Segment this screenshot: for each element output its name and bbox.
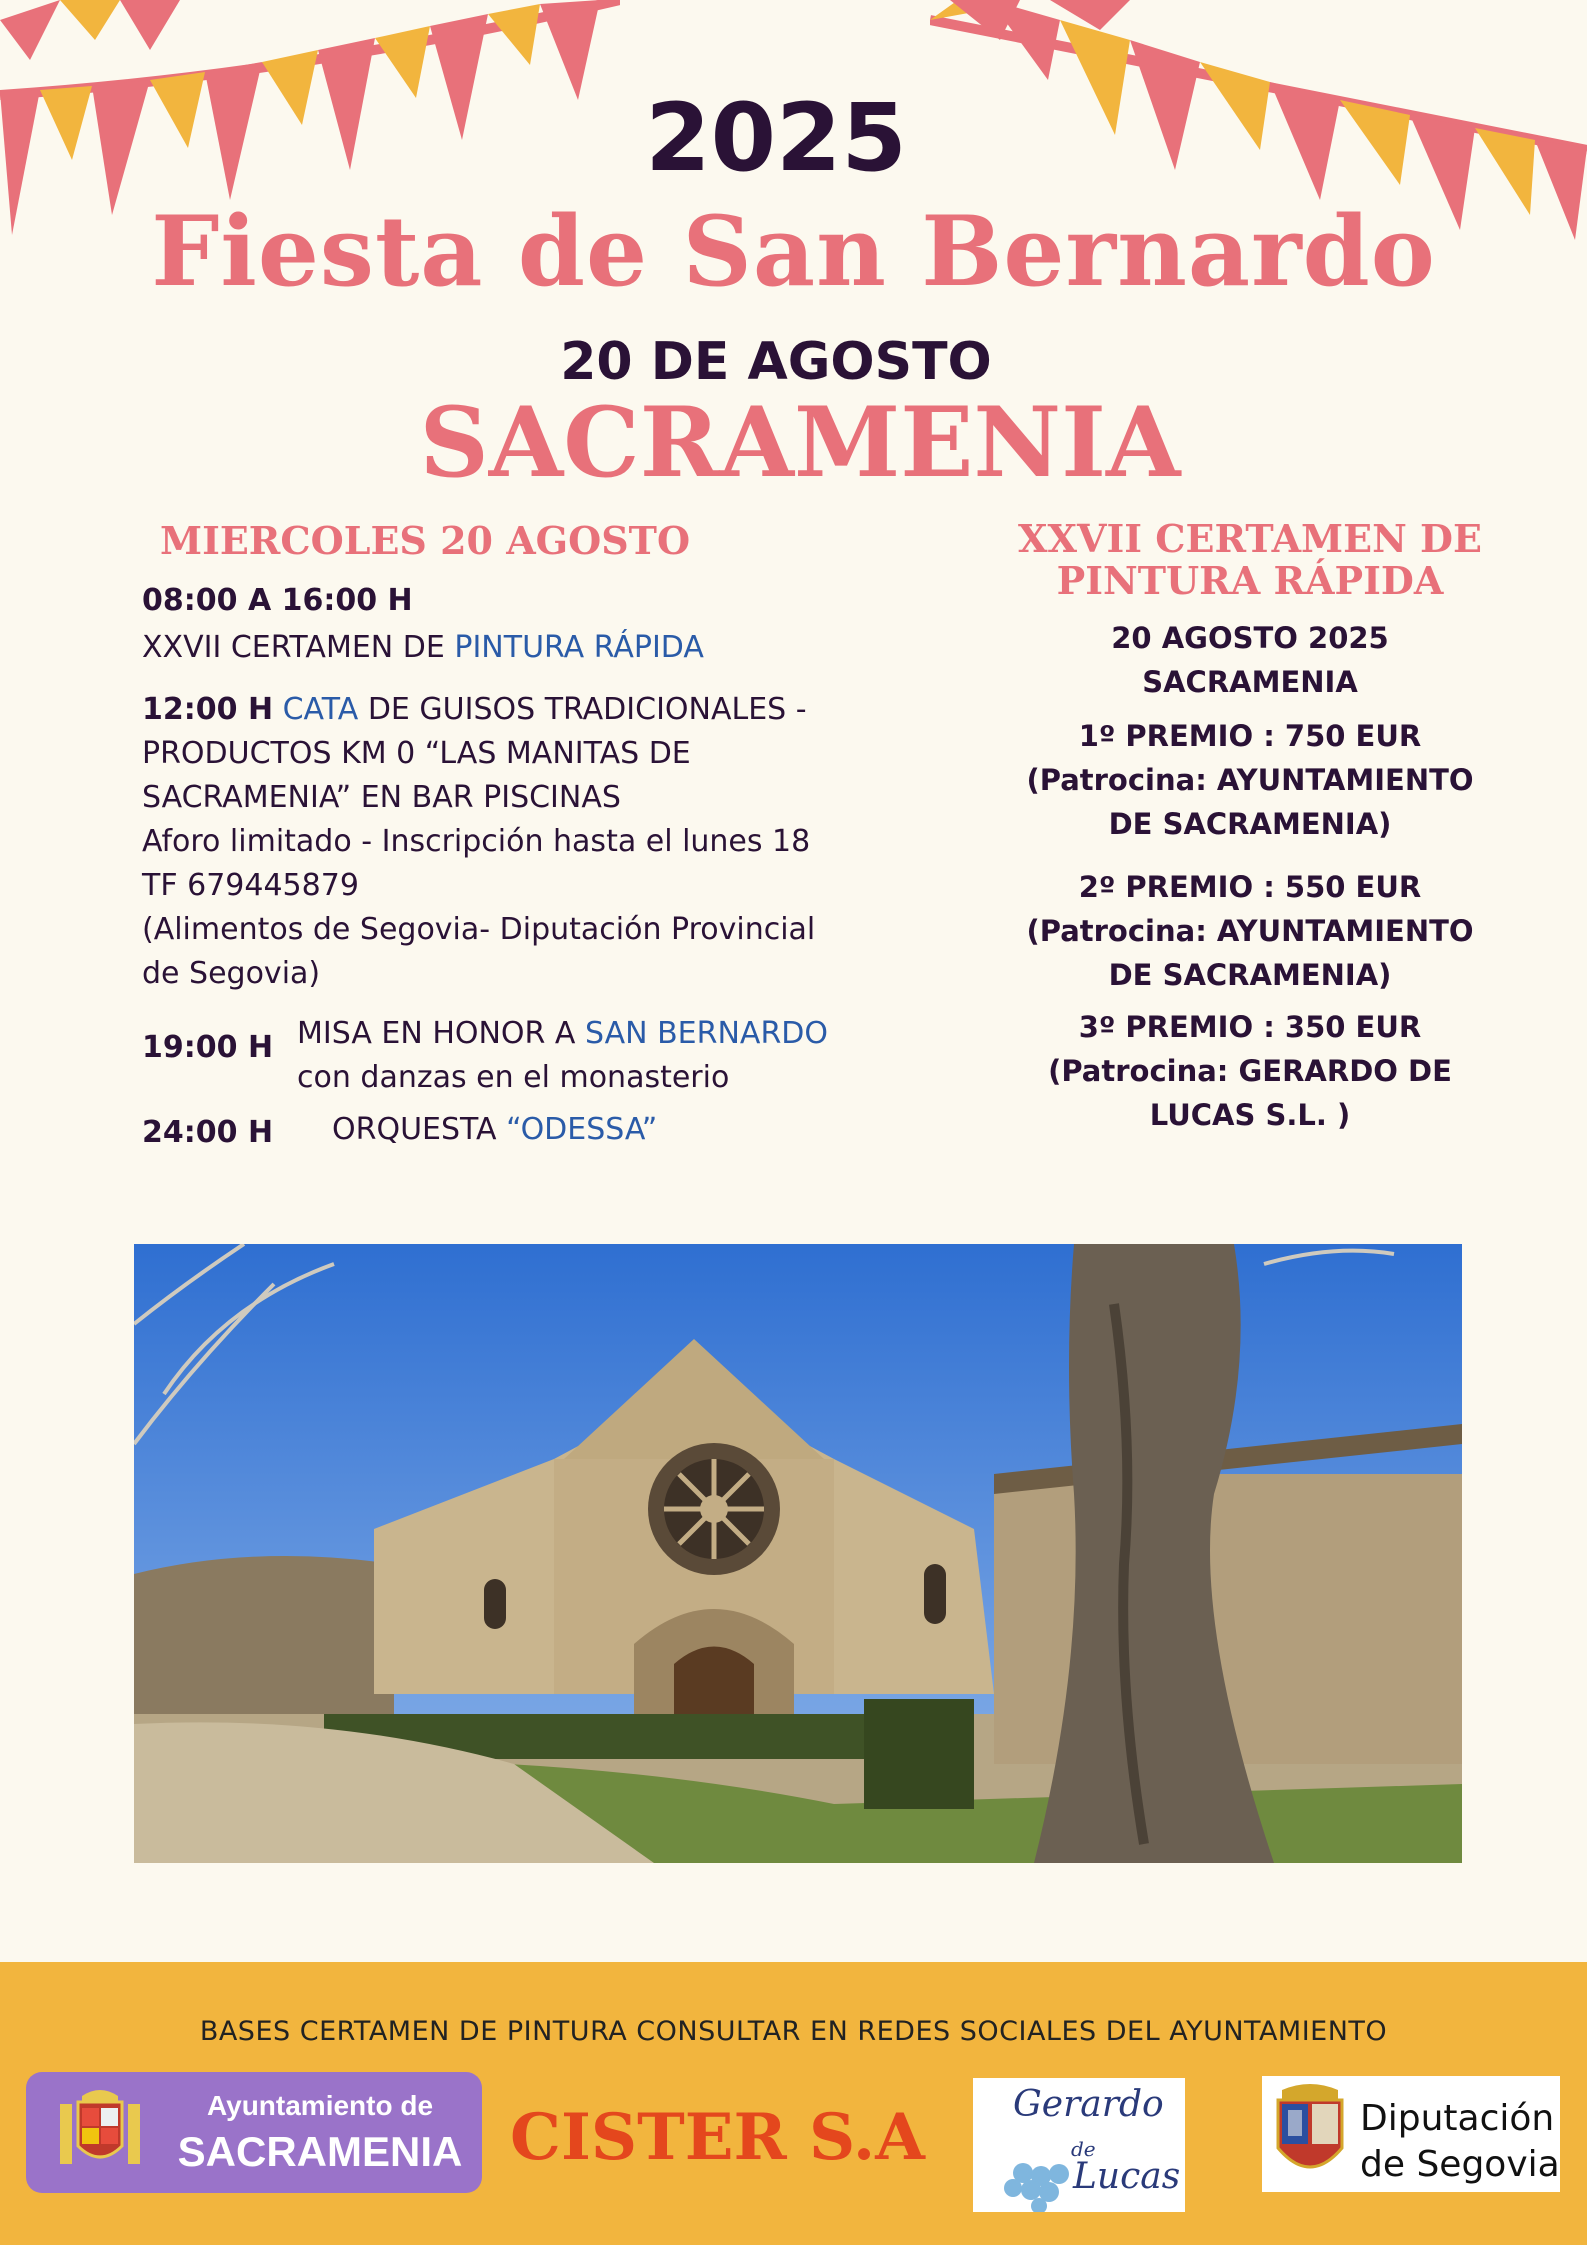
event3-line1: MISA EN HONOR A bbox=[297, 1016, 585, 1051]
contest-date: 20 AGOSTO 2025 bbox=[1111, 621, 1389, 655]
first-prize-sponsor-2: DE SACRAMENIA) bbox=[1108, 807, 1392, 841]
ayuntamiento-logo-line1: Ayuntamiento de bbox=[206, 2090, 434, 2121]
second-prize-title: 2º PREMIO : 550 EUR bbox=[1078, 870, 1422, 904]
event2-line1-rest: DE GUISOS TRADICIONALES - bbox=[367, 692, 807, 727]
third-prize-sponsor-2: LUCAS S.L. ) bbox=[1149, 1098, 1351, 1132]
diputacion-logo-line1: Diputación bbox=[1360, 2098, 1555, 2139]
second-prize bbox=[1010, 865, 1490, 997]
event-town: SACRAMENIA bbox=[419, 386, 1181, 499]
event2-line2: PRODUCTOS KM 0 “LAS MANITAS DE bbox=[142, 736, 691, 771]
first-prize bbox=[1010, 714, 1490, 846]
diputacion-logo-line2: de Segovia bbox=[1360, 2144, 1560, 2185]
event2-block bbox=[142, 688, 882, 996]
gerardo-de-lucas-logo bbox=[973, 2078, 1185, 2212]
event3-time: 19:00 H bbox=[142, 1030, 274, 1065]
event2-line7: de Segovia) bbox=[142, 956, 321, 991]
event-title: Fiesta de San Bernardo bbox=[151, 195, 1436, 308]
svg-text:de: de bbox=[1071, 2137, 1096, 2161]
contest-heading bbox=[1000, 518, 1500, 602]
event1-text-highlight: PINTURA RÁPIDA bbox=[454, 630, 704, 665]
event4-block bbox=[332, 1108, 657, 1152]
third-prize-title: 3º PREMIO : 350 EUR bbox=[1078, 1010, 1422, 1044]
monastery-photo bbox=[134, 1244, 1462, 1863]
spain-coat-of-arms-icon bbox=[52, 2084, 148, 2182]
event3-highlight: SAN BERNARDO bbox=[585, 1016, 829, 1051]
cister-sponsor: CISTER S.A bbox=[510, 2100, 925, 2175]
event1-time: 08:00 A 16:00 H bbox=[142, 583, 413, 618]
grapes-icon bbox=[973, 2078, 1185, 2212]
event2-line1 bbox=[142, 688, 882, 732]
first-prize-sponsor-1: (Patrocina: AYUNTAMIENTO bbox=[1026, 763, 1474, 797]
contest-heading-line2: PINTURA RÁPIDA bbox=[1056, 558, 1444, 603]
event2-line6: (Alimentos de Segovia- Diputación Provincial bbox=[142, 912, 816, 947]
event4-highlight: “ODESSA” bbox=[506, 1112, 658, 1147]
event2-line5: TF 679445879 bbox=[142, 868, 359, 903]
event1-text-label: XXVII CERTAMEN DE bbox=[142, 630, 455, 665]
event2-line3: SACRAMENIA” EN BAR PISCINAS bbox=[142, 780, 621, 815]
event3-line2: con danzas en el monasterio bbox=[297, 1060, 730, 1095]
third-prize bbox=[1010, 1005, 1490, 1137]
segovia-coat-of-arms-icon bbox=[1268, 2082, 1352, 2188]
event4-time: 24:00 H bbox=[142, 1115, 274, 1150]
schedule-day-heading: MIERCOLES 20 AGOSTO bbox=[160, 518, 691, 563]
event2-highlight: CATA bbox=[282, 692, 359, 727]
contest-heading-line1: XXVII CERTAMEN DE bbox=[1018, 516, 1482, 561]
event1-text bbox=[142, 626, 704, 670]
second-prize-sponsor-2: DE SACRAMENIA) bbox=[1108, 958, 1392, 992]
event-date: 20 DE AGOSTO bbox=[560, 332, 992, 392]
svg-text:Gerardo: Gerardo bbox=[1013, 2084, 1164, 2125]
first-prize-title: 1º PREMIO : 750 EUR bbox=[1078, 719, 1422, 753]
third-prize-sponsor-1: (Patrocina: GERARDO DE bbox=[1048, 1054, 1452, 1088]
footer-note: BASES CERTAMEN DE PINTURA CONSULTAR EN REDES SOCIALES DEL AYUNTAMIENTO bbox=[199, 2016, 1388, 2047]
ayuntamiento-logo-line2: SACRAMENIA bbox=[177, 2128, 463, 2175]
svg-text:Lucas: Lucas bbox=[1073, 2156, 1181, 2197]
contest-date-place bbox=[1010, 616, 1490, 704]
event-year: 2025 bbox=[645, 84, 907, 193]
event2-time: 12:00 H bbox=[142, 692, 274, 727]
event4-text: ORQUESTA bbox=[332, 1112, 507, 1147]
second-prize-sponsor-1: (Patrocina: AYUNTAMIENTO bbox=[1026, 914, 1474, 948]
event2-line4: Aforo limitado - Inscripción hasta el lunes 18 bbox=[142, 824, 811, 859]
contest-place: SACRAMENIA bbox=[1142, 665, 1358, 699]
event3-block bbox=[297, 1012, 828, 1100]
